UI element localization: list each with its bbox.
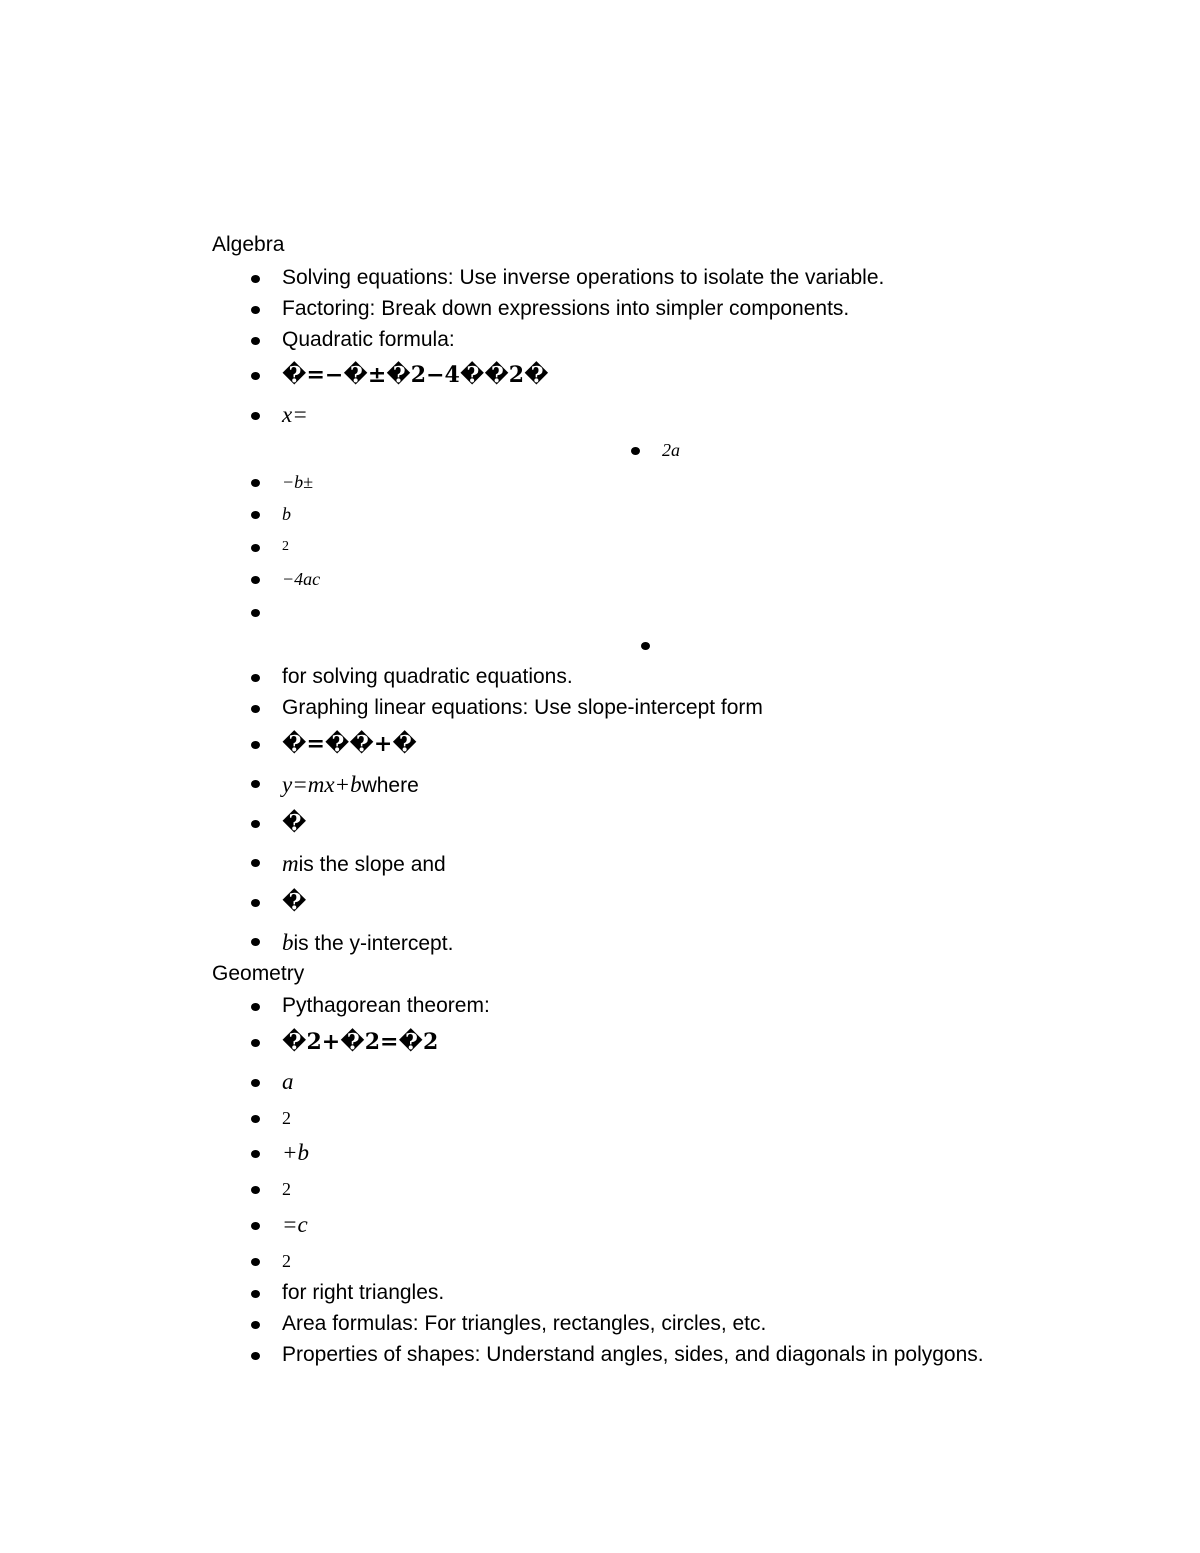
list-item [628, 438, 1000, 462]
pythagorean-garbled-formula: �2+�2=�2 [282, 1029, 439, 1055]
list-item [248, 1281, 1000, 1308]
garbled-b: � [282, 889, 307, 915]
list-item [248, 850, 1000, 878]
bullet-icon [628, 438, 662, 462]
bullet-icon [248, 732, 282, 756]
quadratic-x: x= [282, 402, 308, 427]
list-item [248, 1070, 1000, 1096]
bullet-icon [248, 470, 282, 494]
quadratic-tail-text: for solving quadratic equations. [282, 665, 573, 688]
m-definition-text: is the slope and [298, 853, 446, 876]
pythagorean-exponent: 2 [282, 1108, 291, 1128]
list-item [248, 363, 1000, 389]
slope-garbled-formula: �=��+� [282, 731, 417, 757]
bullet-icon [248, 1177, 282, 1201]
bullet-icon [248, 600, 282, 624]
list-item [248, 502, 1000, 526]
list-item [248, 1106, 1000, 1130]
bullet-icon [248, 567, 282, 591]
quadratic-b: b [282, 504, 291, 524]
bullet-icon [248, 1312, 282, 1336]
slope-formula: y=mx+b [282, 772, 362, 797]
quadratic-denominator: 2a [662, 440, 680, 460]
list-item [248, 994, 1000, 1021]
quadratic-4ac: −4ac [282, 569, 321, 589]
bullet-icon [248, 1141, 282, 1165]
pythagorean-equals-c: =c [282, 1212, 308, 1237]
bullet-icon [248, 1030, 282, 1054]
pythagorean-exponent: 2 [282, 1251, 291, 1271]
list-item [248, 567, 1000, 591]
pythagorean-a: a [282, 1069, 294, 1094]
bullet-icon [248, 266, 282, 290]
intercept-definition-line [282, 929, 453, 957]
list-item [248, 1343, 1000, 1370]
list-item [248, 600, 1000, 624]
geometry-heading: Geometry [212, 962, 305, 985]
bullet-icon [248, 771, 282, 795]
bullet-icon [248, 363, 282, 387]
bullet-icon [248, 1281, 282, 1305]
list-item [248, 1141, 1000, 1167]
pythagorean-exponent: 2 [282, 1179, 291, 1199]
list-item [248, 1213, 1000, 1239]
list-item [638, 633, 1000, 657]
quadratic-exponent: 2 [282, 539, 289, 554]
list-item [248, 665, 1000, 692]
bullet-icon [248, 696, 282, 720]
bullet-icon [248, 328, 282, 352]
slope-formula-line [282, 771, 419, 799]
pythagorean-plus-b: +b [282, 1140, 310, 1165]
properties-text: Properties of shapes: Understand angles, sides, and diagonals in polygons. [282, 1343, 984, 1366]
factoring-text: Factoring: Break down expressions into simpler components. [282, 297, 850, 320]
garbled-m: � [282, 810, 307, 836]
area-formulas-text: Area formulas: For triangles, rectangles, circles, etc. [282, 1312, 767, 1335]
quadratic-garbled-formula: �=−�±�2−4��2� [282, 362, 549, 388]
bullet-icon [638, 633, 672, 657]
quadratic-neg-b: −b± [282, 472, 314, 492]
bullet-icon [248, 665, 282, 689]
bullet-icon [248, 535, 282, 559]
pythagorean-tail-text: for right triangles. [282, 1281, 445, 1304]
list-item [248, 732, 1000, 758]
list-item [248, 266, 1000, 293]
m-symbol: m [282, 851, 299, 876]
list-item [248, 890, 1000, 916]
list-item [248, 1030, 1000, 1056]
bullet-icon [248, 1106, 282, 1130]
bullet-icon [248, 1249, 282, 1273]
bullet-icon [248, 994, 282, 1018]
bullet-icon [248, 850, 282, 874]
bullet-icon [248, 890, 282, 914]
list-item [248, 297, 1000, 324]
list-item [248, 1249, 1000, 1273]
bullet-icon [248, 929, 282, 953]
quadratic-formula-text: Quadratic formula: [282, 328, 455, 351]
algebra-heading: Algebra [212, 233, 285, 256]
list-item [248, 929, 1000, 957]
bullet-icon [248, 403, 282, 427]
b-symbol: b [282, 930, 294, 955]
pythagorean-text: Pythagorean theorem: [282, 994, 490, 1017]
list-item [248, 811, 1000, 837]
list-item [248, 535, 1000, 559]
list-item [248, 470, 1000, 494]
bullet-icon [248, 1343, 282, 1367]
graphing-text: Graphing linear equations: Use slope-intercept form [282, 696, 763, 719]
solving-equations-text: Solving equations: Use inverse operations to isolate the variable. [282, 266, 885, 289]
bullet-icon [248, 1213, 282, 1237]
slope-where-text: where [361, 774, 419, 797]
b-definition-text: is the y-intercept. [293, 932, 454, 955]
bullet-icon [248, 502, 282, 526]
bullet-icon [248, 1070, 282, 1094]
list-item [248, 1177, 1000, 1201]
list-item [248, 696, 1000, 723]
list-item [248, 328, 1000, 355]
list-item [248, 403, 1000, 429]
list-item [248, 771, 1000, 799]
list-item [248, 1312, 1000, 1339]
bullet-icon [248, 811, 282, 835]
slope-definition-line [282, 850, 446, 878]
bullet-icon [248, 297, 282, 321]
